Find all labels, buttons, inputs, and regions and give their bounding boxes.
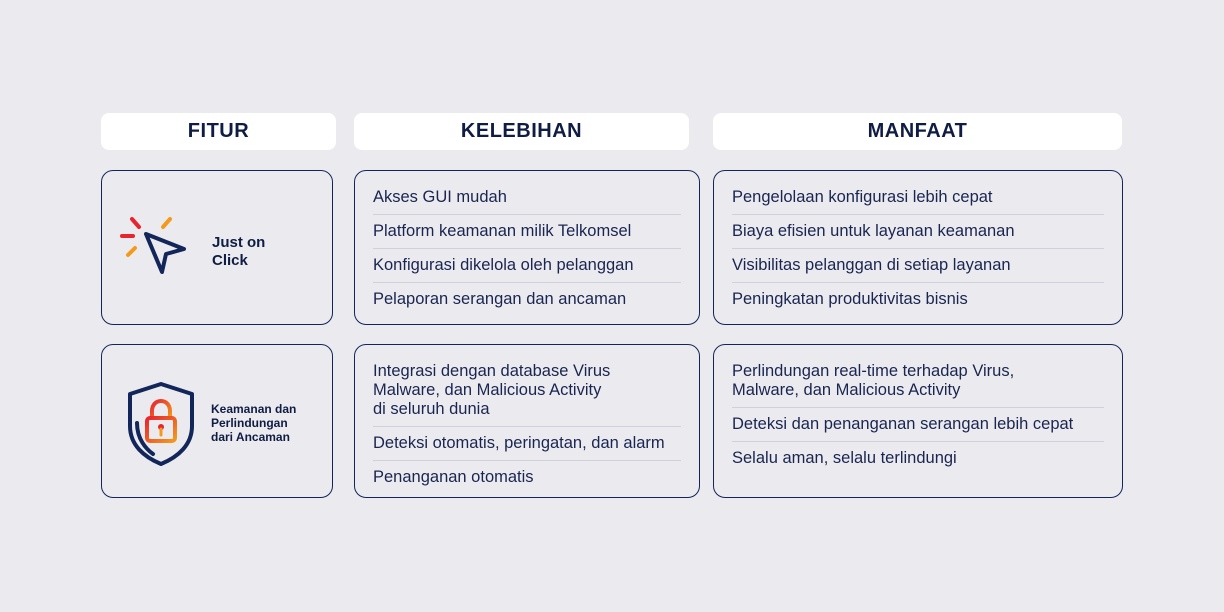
kelebihan-card-1 [354, 170, 700, 325]
feature-card-just-on-click [101, 170, 333, 325]
list-item: Visibilitas pelanggan di setiap layanan [732, 249, 1104, 283]
list-item: Selalu aman, selalu terlindungi [732, 449, 957, 467]
kelebihan-card-2 [354, 344, 700, 498]
list-item: Perlindungan real-time terhadap Virus, Malware, dan Malicious Activity [732, 355, 1104, 408]
list-item: Konfigurasi dikelola oleh pelanggan [373, 249, 681, 283]
cursor-click-icon [118, 207, 188, 287]
manfaat-list-1 [714, 181, 1122, 316]
list-item: Deteksi otomatis, peringatan, dan alarm [373, 427, 681, 461]
list-item: Platform keamanan milik Telkomsel [373, 215, 681, 249]
feature-card-keamanan [101, 344, 333, 498]
list-item: Penanganan otomatis [373, 468, 534, 486]
manfaat-card-1 [713, 170, 1123, 325]
feature-label-just-on-click: Just on Click [212, 234, 266, 269]
list-item: Akses GUI mudah [373, 181, 681, 215]
list-item: Deteksi dan penanganan serangan lebih cepat [732, 408, 1104, 442]
header-manfaat: MANFAAT [713, 113, 1122, 150]
kelebihan-list-2 [355, 355, 699, 494]
kelebihan-list-1 [355, 181, 699, 316]
header-fitur: FITUR [101, 113, 336, 150]
feature-label-keamanan: Keamanan dan Perlindungan dari Ancaman [211, 402, 297, 444]
list-item: Peningkatan produktivitas bisnis [732, 290, 968, 308]
list-item: Integrasi dengan database Virus Malware, dan Malicious Activity di seluruh dunia [373, 355, 681, 427]
shield-lock-icon [126, 381, 196, 467]
list-item: Pengelolaan konfigurasi lebih cepat [732, 181, 1104, 215]
header-kelebihan: KELEBIHAN [354, 113, 689, 150]
manfaat-card-2 [713, 344, 1123, 498]
manfaat-list-2 [714, 355, 1122, 475]
list-item: Pelaporan serangan dan ancaman [373, 290, 627, 308]
list-item: Biaya efisien untuk layanan keamanan [732, 215, 1104, 249]
